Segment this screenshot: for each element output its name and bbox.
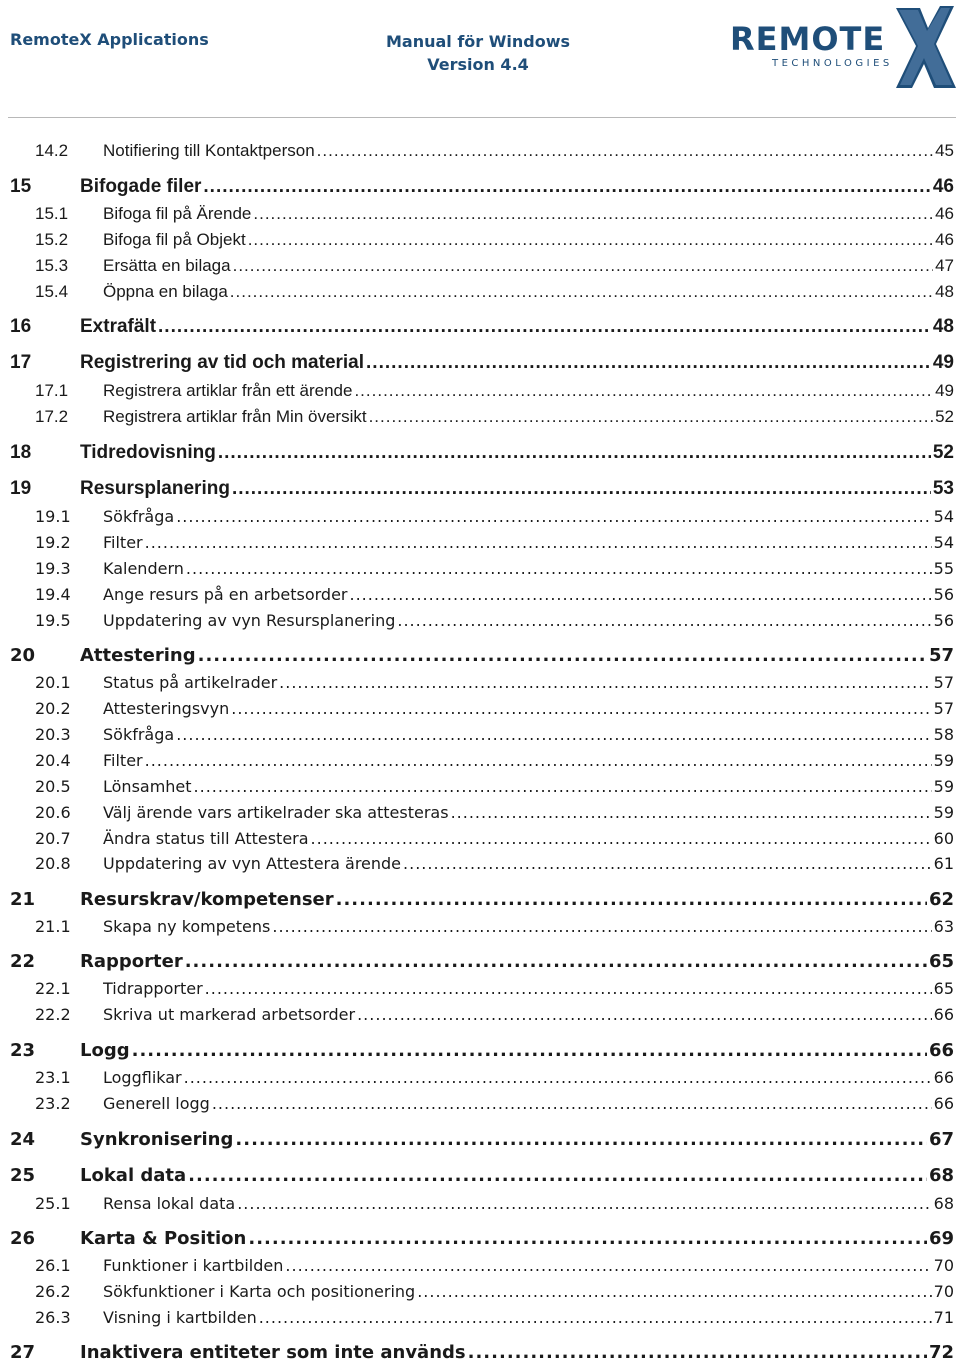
toc-entry-number: 26 bbox=[10, 1228, 36, 1249]
toc-dot-leader bbox=[205, 977, 932, 1001]
toc-page-number: 45 bbox=[935, 141, 954, 160]
toc-entry-title: Resurskrav/kompetenser bbox=[80, 889, 334, 910]
toc-page-number: 65 bbox=[933, 979, 954, 998]
toc-subsection-entry[interactable] bbox=[0, 697, 960, 721]
toc-dot-leader bbox=[218, 441, 931, 465]
toc-entry-line bbox=[103, 1003, 954, 1027]
toc-subsection-entry[interactable] bbox=[0, 749, 960, 773]
toc-entry-line bbox=[103, 1192, 954, 1216]
toc-dot-leader bbox=[235, 1128, 927, 1152]
toc-entry-title: Loggflikar bbox=[103, 1068, 182, 1087]
header-divider bbox=[8, 117, 956, 118]
toc-section-entry[interactable] bbox=[0, 950, 960, 974]
toc-subsection-entry[interactable] bbox=[0, 609, 960, 633]
toc-page-number: 68 bbox=[928, 1165, 954, 1186]
toc-entry-line bbox=[80, 1227, 954, 1251]
header-manual-name: Manual för Windows bbox=[385, 32, 571, 51]
header-app-name: RemoteX Applications bbox=[10, 30, 209, 49]
toc-dot-leader bbox=[311, 827, 932, 851]
toc-dot-leader bbox=[350, 583, 932, 607]
toc-entry-number: 24 bbox=[10, 1129, 36, 1150]
toc-entry-title: Skapa ny kompetens bbox=[103, 917, 271, 936]
toc-entry-number: 20.2 bbox=[35, 699, 71, 718]
toc-entry-number: 22 bbox=[10, 951, 36, 972]
toc-dot-leader bbox=[237, 1192, 931, 1216]
toc-entry-line bbox=[103, 228, 954, 252]
toc-entry-title: Välj ärende vars artikelrader ska attesteras bbox=[103, 803, 449, 822]
toc-entry-number: 21 bbox=[10, 889, 36, 910]
toc-page-number: 46 bbox=[932, 176, 954, 197]
toc-page-number: 46 bbox=[935, 230, 954, 249]
toc-dot-leader bbox=[198, 644, 927, 668]
toc-page-number: 49 bbox=[932, 352, 954, 373]
toc-dot-leader bbox=[203, 175, 930, 199]
toc-page-number: 57 bbox=[928, 645, 954, 666]
toc-entry-line bbox=[80, 1341, 954, 1365]
toc-entry-line bbox=[80, 644, 954, 668]
toc-dot-leader bbox=[317, 139, 933, 163]
toc-page-number: 59 bbox=[933, 751, 954, 770]
toc-entry-line bbox=[103, 379, 954, 403]
toc-entry-title: Logg bbox=[80, 1040, 130, 1061]
toc-dot-leader bbox=[369, 405, 934, 429]
toc-subsection-entry[interactable] bbox=[0, 1066, 960, 1090]
toc-entry-number: 15 bbox=[10, 176, 32, 197]
toc-subsection-entry[interactable] bbox=[0, 775, 960, 799]
toc-section-entry[interactable] bbox=[0, 1164, 960, 1188]
toc-entry-title: Lönsamhet bbox=[103, 777, 192, 796]
toc-entry-title: Öppna en bilaga bbox=[103, 282, 228, 301]
toc-dot-leader bbox=[233, 254, 933, 278]
toc-subsection-entry[interactable] bbox=[0, 977, 960, 1001]
toc-page-number: 55 bbox=[933, 559, 954, 578]
toc-dot-leader bbox=[248, 1227, 927, 1251]
toc-dot-leader bbox=[468, 1341, 927, 1365]
toc-entry-line bbox=[103, 139, 954, 163]
toc-entry-line bbox=[103, 557, 954, 581]
toc-page-number: 53 bbox=[932, 478, 954, 499]
toc-dot-leader bbox=[176, 723, 931, 747]
toc-entry-line bbox=[103, 775, 954, 799]
toc-entry-line bbox=[103, 697, 954, 721]
toc-dot-leader bbox=[176, 505, 931, 529]
toc-dot-leader bbox=[285, 1254, 931, 1278]
toc-entry-number: 18 bbox=[10, 442, 32, 463]
toc-page-number: 66 bbox=[933, 1068, 954, 1087]
toc-entry-number: 22.2 bbox=[35, 1005, 71, 1024]
toc-page-number: 65 bbox=[928, 951, 954, 972]
toc-entry-title: Bifoga fil på Ärende bbox=[103, 204, 252, 223]
toc-entry-line bbox=[103, 1254, 954, 1278]
svg-text:TECHNOLOGIES: TECHNOLOGIES bbox=[772, 58, 893, 69]
toc-entry-title: Attesteringsvyn bbox=[103, 699, 230, 718]
toc-entry-number: 23.1 bbox=[35, 1068, 71, 1087]
toc-entry-title: Sökfunktioner i Karta och positionering bbox=[103, 1282, 416, 1301]
toc-section-entry[interactable] bbox=[0, 888, 960, 912]
toc-entry-title: Sökfråga bbox=[103, 725, 175, 744]
toc-subsection-entry[interactable] bbox=[0, 531, 960, 555]
toc-page-number: 63 bbox=[933, 917, 954, 936]
toc-entry-number: 23 bbox=[10, 1040, 36, 1061]
toc-entry-title: Status på artikelrader bbox=[103, 673, 278, 692]
toc-dot-leader bbox=[184, 1066, 932, 1090]
toc-dot-leader bbox=[232, 477, 931, 501]
toc-entry-line bbox=[80, 175, 954, 199]
toc-entry-line bbox=[80, 1128, 954, 1152]
toc-entry-number: 20.6 bbox=[35, 803, 71, 822]
toc-entry-title: Inaktivera entiteter som inte används bbox=[80, 1342, 466, 1363]
toc-entry-title: Ange resurs på en arbetsorder bbox=[103, 585, 348, 604]
toc-section-entry[interactable] bbox=[0, 441, 960, 465]
toc-dot-leader bbox=[186, 557, 932, 581]
toc-entry-line bbox=[103, 505, 954, 529]
toc-entry-line bbox=[80, 1039, 954, 1063]
toc-entry-number: 25.1 bbox=[35, 1194, 71, 1213]
toc-entry-number: 26.3 bbox=[35, 1308, 71, 1327]
toc-dot-leader bbox=[417, 1280, 931, 1304]
toc-dot-leader bbox=[336, 888, 927, 912]
toc-entry-title: Bifoga fil på Objekt bbox=[103, 230, 246, 249]
toc-entry-title: Resursplanering bbox=[80, 478, 230, 499]
toc-entry-line bbox=[103, 801, 954, 825]
toc-entry-number: 16 bbox=[10, 316, 32, 337]
toc-entry-line bbox=[103, 1066, 954, 1090]
toc-entry-number: 14.2 bbox=[35, 141, 69, 160]
toc-page-number: 71 bbox=[933, 1308, 954, 1327]
toc-page-number: 59 bbox=[933, 803, 954, 822]
toc-entry-line bbox=[80, 950, 954, 974]
toc-page-number: 48 bbox=[935, 282, 954, 301]
toc-page-number: 61 bbox=[933, 854, 954, 873]
toc-dot-leader bbox=[272, 915, 931, 939]
toc-subsection-entry[interactable] bbox=[0, 583, 960, 607]
toc-subsection-entry[interactable] bbox=[0, 723, 960, 747]
toc-subsection-entry[interactable] bbox=[0, 1280, 960, 1304]
toc-entry-title: Rensa lokal data bbox=[103, 1194, 236, 1213]
toc-entry-number: 23.2 bbox=[35, 1094, 71, 1113]
toc-page-number: 49 bbox=[935, 381, 954, 400]
toc-dot-leader bbox=[145, 749, 932, 773]
toc-entry-title: Funktioner i kartbilden bbox=[103, 1256, 284, 1275]
toc-entry-line bbox=[80, 888, 954, 912]
toc-subsection-entry[interactable] bbox=[0, 505, 960, 529]
toc-subsection-entry[interactable] bbox=[0, 801, 960, 825]
logo-x-mark bbox=[896, 6, 956, 88]
toc-subsection-entry[interactable] bbox=[0, 1192, 960, 1216]
toc-page-number: 54 bbox=[933, 507, 954, 526]
toc-page-number: 46 bbox=[935, 204, 954, 223]
toc-section-entry[interactable] bbox=[0, 175, 960, 199]
toc-page-number: 54 bbox=[933, 533, 954, 552]
toc-dot-leader bbox=[451, 801, 932, 825]
toc-entry-line bbox=[103, 1306, 954, 1330]
toc-entry-number: 15.3 bbox=[35, 256, 69, 275]
toc-entry-line bbox=[80, 315, 954, 339]
toc-entry-number: 17.1 bbox=[35, 381, 69, 400]
toc-section-entry[interactable] bbox=[0, 351, 960, 375]
toc-dot-leader bbox=[158, 315, 931, 339]
toc-page-number: 67 bbox=[928, 1129, 954, 1150]
toc-dot-leader bbox=[253, 202, 933, 226]
toc-page-number: 52 bbox=[935, 407, 954, 426]
toc-subsection-entry[interactable] bbox=[0, 1254, 960, 1278]
toc-entry-number: 15.2 bbox=[35, 230, 69, 249]
toc-entry-number: 27 bbox=[10, 1342, 36, 1363]
toc-subsection-entry[interactable] bbox=[0, 202, 960, 226]
toc-page-number: 58 bbox=[933, 725, 954, 744]
toc-page-number: 60 bbox=[933, 829, 954, 848]
toc-section-entry[interactable] bbox=[0, 1128, 960, 1152]
toc-subsection-entry[interactable] bbox=[0, 852, 960, 876]
toc-page-number: 70 bbox=[933, 1256, 954, 1275]
toc-entry-number: 26.2 bbox=[35, 1282, 71, 1301]
toc-entry-number: 21.1 bbox=[35, 917, 71, 936]
toc-subsection-entry[interactable] bbox=[0, 280, 960, 304]
toc-entry-line bbox=[103, 254, 954, 278]
toc-entry-title: Filter bbox=[103, 533, 143, 552]
toc-entry-line bbox=[103, 827, 954, 851]
toc-dot-leader bbox=[212, 1092, 932, 1116]
toc-entry-title: Synkronisering bbox=[80, 1129, 234, 1150]
toc-section-entry[interactable] bbox=[0, 477, 960, 501]
toc-dot-leader bbox=[230, 280, 933, 304]
toc-page-number: 52 bbox=[932, 442, 954, 463]
toc-entry-title: Tidrapporter bbox=[103, 979, 203, 998]
toc-subsection-entry[interactable] bbox=[0, 1306, 960, 1330]
toc-dot-leader bbox=[259, 1306, 932, 1330]
toc-page-number: 62 bbox=[928, 889, 954, 910]
toc-entry-title: Kalendern bbox=[103, 559, 184, 578]
toc-entry-line bbox=[103, 1092, 954, 1116]
toc-entry-line bbox=[103, 583, 954, 607]
toc-entry-number: 15.4 bbox=[35, 282, 69, 301]
toc-dot-leader bbox=[185, 950, 927, 974]
toc-entry-title: Uppdatering av vyn Resursplanering bbox=[103, 611, 396, 630]
toc-subsection-entry[interactable] bbox=[0, 915, 960, 939]
toc-entry-line bbox=[103, 280, 954, 304]
toc-entry-number: 20 bbox=[10, 645, 36, 666]
toc-dot-leader bbox=[194, 775, 932, 799]
header-version: Version 4.4 bbox=[427, 55, 529, 74]
toc-page-number: 56 bbox=[933, 611, 954, 630]
toc-page-number: 69 bbox=[928, 1228, 954, 1249]
toc-entry-title: Tidredovisning bbox=[80, 442, 216, 463]
toc-dot-leader bbox=[188, 1164, 927, 1188]
toc-page-number: 59 bbox=[933, 777, 954, 796]
toc-subsection-entry[interactable] bbox=[0, 671, 960, 695]
toc-entry-line bbox=[103, 1280, 954, 1304]
toc-entry-line bbox=[103, 723, 954, 747]
toc-subsection-entry[interactable] bbox=[0, 1003, 960, 1027]
toc-section-entry[interactable] bbox=[0, 1227, 960, 1251]
toc-dot-leader bbox=[403, 852, 932, 876]
toc-entry-line bbox=[80, 1164, 954, 1188]
toc-page-number: 72 bbox=[928, 1342, 954, 1363]
toc-entry-line bbox=[103, 405, 954, 429]
toc-dot-leader bbox=[279, 671, 931, 695]
toc-dot-leader bbox=[397, 609, 931, 633]
toc-entry-title: Lokal data bbox=[80, 1165, 187, 1186]
toc-entry-number: 20.5 bbox=[35, 777, 71, 796]
toc-entry-line bbox=[80, 351, 954, 375]
toc-entry-line bbox=[103, 915, 954, 939]
toc-subsection-entry[interactable] bbox=[0, 1092, 960, 1116]
toc-page-number: 66 bbox=[933, 1094, 954, 1113]
toc-section-entry[interactable] bbox=[0, 1341, 960, 1365]
toc-entry-title: Registrering av tid och material bbox=[80, 352, 365, 373]
toc-entry-title: Sökfråga bbox=[103, 507, 175, 526]
toc-entry-title: Attestering bbox=[80, 645, 196, 666]
toc-section-entry[interactable] bbox=[0, 315, 960, 339]
toc-subsection-entry[interactable] bbox=[0, 254, 960, 278]
toc-entry-title: Extrafält bbox=[80, 316, 157, 337]
toc-entry-title: Skriva ut markerad arbetsorder bbox=[103, 1005, 356, 1024]
toc-subsection-entry[interactable] bbox=[0, 827, 960, 851]
svg-text:REMOTE: REMOTE bbox=[730, 20, 886, 58]
toc-subsection-entry[interactable] bbox=[0, 228, 960, 252]
toc-entry-number: 19.3 bbox=[35, 559, 71, 578]
toc-entry-title: Registrera artiklar från ett ärende bbox=[103, 381, 353, 400]
toc-page-number: 70 bbox=[933, 1282, 954, 1301]
toc-entry-number: 19.4 bbox=[35, 585, 71, 604]
toc-entry-number: 17 bbox=[10, 352, 32, 373]
toc-entry-title: Generell logg bbox=[103, 1094, 210, 1113]
remotex-logo bbox=[728, 0, 958, 95]
toc-dot-leader bbox=[366, 351, 931, 375]
toc-page-number: 68 bbox=[933, 1194, 954, 1213]
toc-entry-number: 20.1 bbox=[35, 673, 71, 692]
toc-page-number: 48 bbox=[932, 316, 954, 337]
toc-subsection-entry[interactable] bbox=[0, 139, 960, 163]
page-header bbox=[0, 0, 960, 118]
toc-entry-title: Filter bbox=[103, 751, 143, 770]
toc-entry-line bbox=[103, 671, 954, 695]
toc-entry-number: 26.1 bbox=[35, 1256, 71, 1275]
toc-subsection-entry[interactable] bbox=[0, 405, 960, 429]
toc-section-entry[interactable] bbox=[0, 644, 960, 668]
toc-subsection-entry[interactable] bbox=[0, 379, 960, 403]
toc-entry-title: Ersätta en bilaga bbox=[103, 256, 231, 275]
header-manual-title bbox=[378, 30, 578, 76]
toc-page-number: 66 bbox=[933, 1005, 954, 1024]
toc-dot-leader bbox=[248, 228, 933, 252]
toc-entry-title: Karta & Position bbox=[80, 1228, 247, 1249]
toc-entry-number: 25 bbox=[10, 1165, 36, 1186]
toc-entry-title: Visning i kartbilden bbox=[103, 1308, 257, 1327]
toc-entry-number: 20.7 bbox=[35, 829, 71, 848]
toc-dot-leader bbox=[145, 531, 932, 555]
toc-entry-line bbox=[80, 477, 954, 501]
toc-entry-number: 20.8 bbox=[35, 854, 71, 873]
toc-dot-leader bbox=[132, 1039, 927, 1063]
toc-entry-number: 15.1 bbox=[35, 204, 69, 223]
toc-entry-line bbox=[80, 441, 954, 465]
toc-entry-line bbox=[103, 749, 954, 773]
toc-entry-line bbox=[103, 609, 954, 633]
toc-entry-title: Ändra status till Attestera bbox=[103, 829, 309, 848]
toc-entry-number: 20.4 bbox=[35, 751, 71, 770]
toc-section-entry[interactable] bbox=[0, 1039, 960, 1063]
toc-entry-number: 19.1 bbox=[35, 507, 71, 526]
toc-page-number: 66 bbox=[928, 1040, 954, 1061]
toc-subsection-entry[interactable] bbox=[0, 557, 960, 581]
toc-page-number: 56 bbox=[933, 585, 954, 604]
toc-entry-title: Rapporter bbox=[80, 951, 183, 972]
toc-entry-title: Notifiering till Kontaktperson bbox=[103, 141, 315, 160]
toc-page-number: 47 bbox=[935, 256, 954, 275]
toc-entry-title: Registrera artiklar från Min översikt bbox=[103, 407, 367, 426]
toc-entry-number: 22.1 bbox=[35, 979, 71, 998]
toc-entry-title: Bifogade filer bbox=[80, 176, 202, 197]
toc-entry-line bbox=[103, 852, 954, 876]
toc-entry-line bbox=[103, 202, 954, 226]
toc-page-number: 57 bbox=[933, 673, 954, 692]
toc-entry-line bbox=[103, 977, 954, 1001]
toc-dot-leader bbox=[231, 697, 931, 721]
toc-entry-number: 19.2 bbox=[35, 533, 71, 552]
toc-dot-leader bbox=[354, 379, 933, 403]
toc-entry-number: 19.5 bbox=[35, 611, 71, 630]
toc-entry-number: 20.3 bbox=[35, 725, 71, 744]
toc-entry-title: Uppdatering av vyn Attestera ärende bbox=[103, 854, 402, 873]
toc-page-number: 57 bbox=[933, 699, 954, 718]
toc-entry-line bbox=[103, 531, 954, 555]
toc-dot-leader bbox=[357, 1003, 932, 1027]
toc-entry-number: 19 bbox=[10, 478, 32, 499]
toc-entry-number: 17.2 bbox=[35, 407, 69, 426]
